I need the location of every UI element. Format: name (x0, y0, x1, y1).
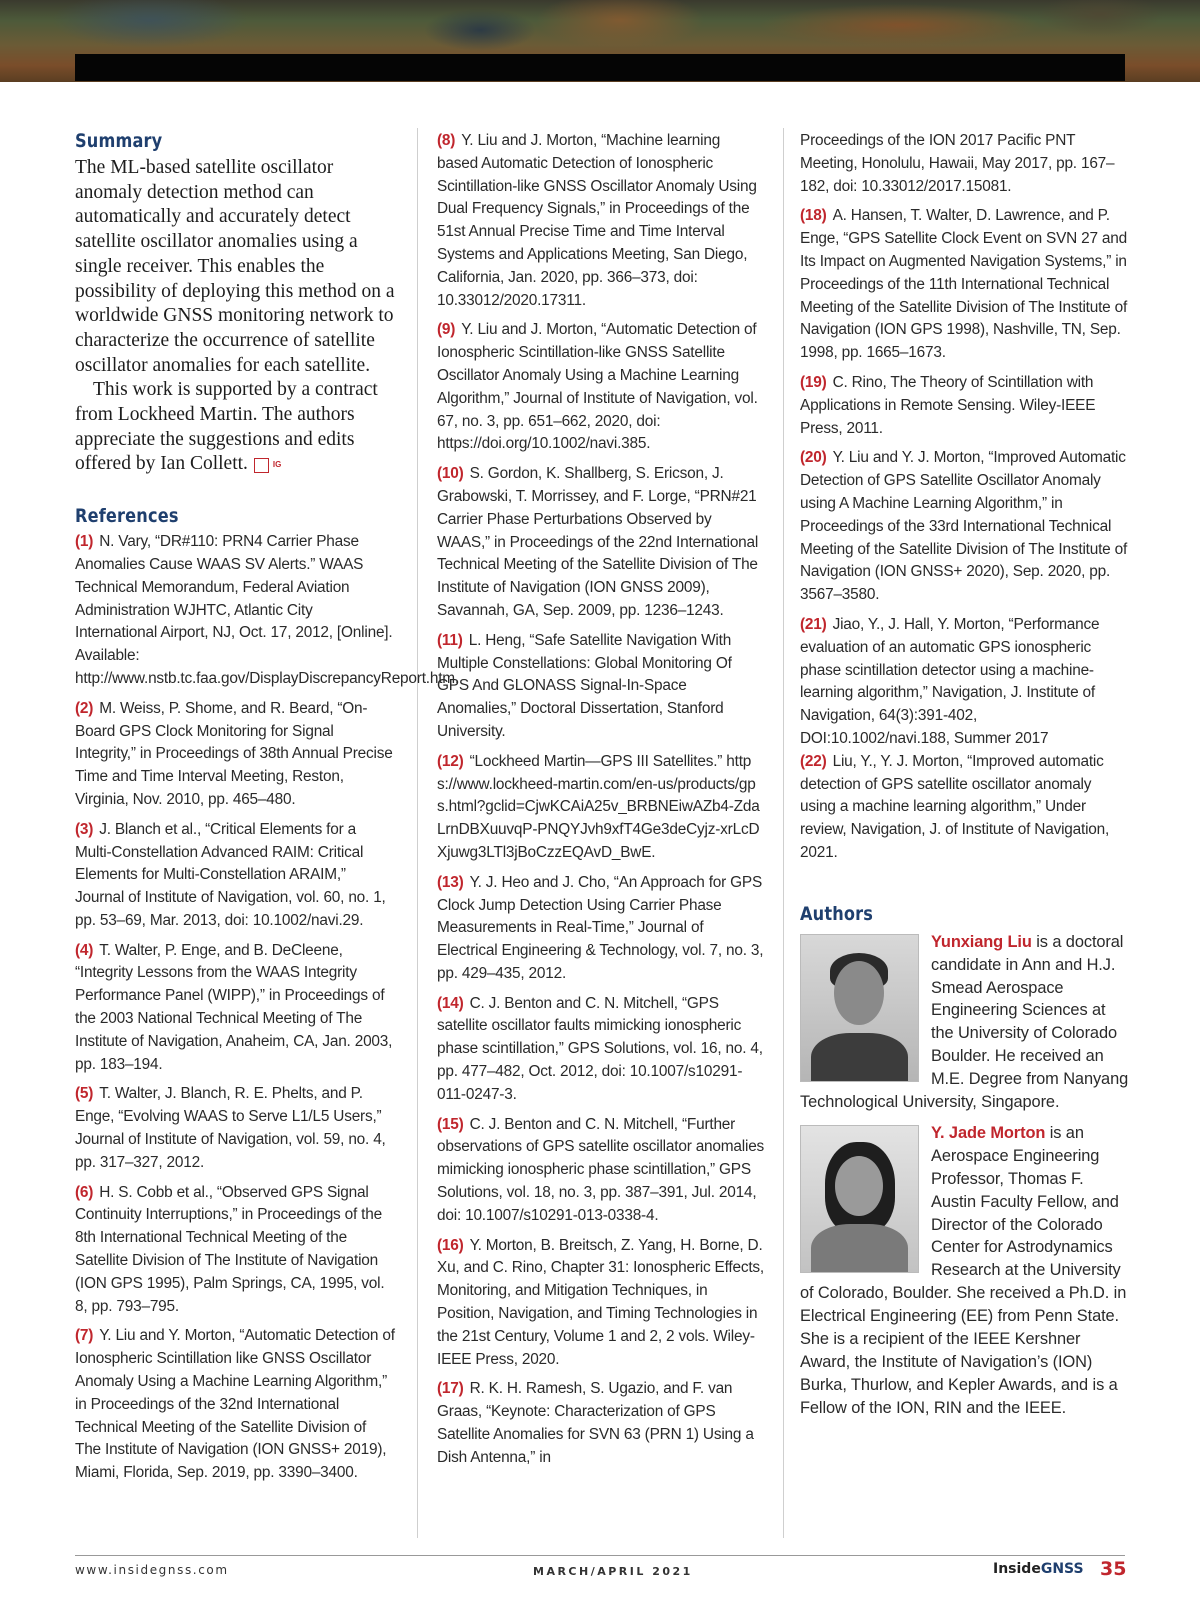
reference-item: (14) C. J. Benton and C. N. Mitchell, “GPS satellite oscillator faults mimicking ionospheric phase scintillation,” GPS Solutions, vol. 16, no. 4, pp. 477–482, Oct. 2012, doi: 10.1007/s10291-011-0247-3. (437, 994, 763, 1103)
reference-item: (16) Y. Morton, B. Breitsch, Z. Yang, H. Borne, D. Xu, and C. Rino, Chapter 31: Ionospheric Effects, Monitoring, and Mitigation Techniques, in Position, Navigation, and Timing Technologies in the 21st Century, Volume 1 and 2, 2 vols. Wiley-IEEE Press, 2020. (437, 1236, 764, 1368)
author-photo-liu (800, 934, 919, 1082)
column-divider (417, 128, 418, 1538)
reference-item: (15) C. J. Benton and C. N. Mitchell, “Further observations of GPS satellite oscillator anomalies mimicking ionospheric phase scintillation,” GPS Solutions, vol. 18, no. 3, pp. 387–391, Jul. 2014, doi: 10.1007/s10291-013-0338-4. (437, 1115, 765, 1224)
footer-issue-date: MARCH/APRIL 2021 (533, 1565, 693, 1578)
author-bio-liu: Yunxiang Liu is a doctoral candidate in Ann and H.J. Smead Aerospace Engineering Sciences at the University of Colorado Boulder. He received an M.E. Degree from Nanyang Technological University, Singapore. (800, 932, 1129, 1112)
reference-item: (7) Y. Liu and Y. Morton, “Automatic Detection of Ionospheric Scintillation like GNSS Oscillator Anomaly Using a Machine Learning Algorithm,” in Proceedings of the 32nd International Technical Meeting of the Satellite Division of The Institute of Navigation (ION GNSS+ 2019), Miami, Florida, Sep. 2019, pp. 3390–3400. (75, 1327, 395, 1482)
reference-item: (10) S. Gordon, K. Shallberg, S. Ericson, J. Grabowski, T. Morrissey, and F. Lorge, “PRN#21 Carrier Phase Perturbations Observed by WAAS,” in Proceedings of the 22nd International Technical Meeting of the Satellite Division of The Institute of Navigation (ION GNSS 2009), Savannah, GA, Sep. 2009, pp. 1236–1243. (437, 465, 759, 619)
author-photo-morton (800, 1125, 919, 1273)
references-list-col1 (75, 531, 459, 1485)
reference-item: (11) L. Heng, “Safe Satellite Navigation With Multiple Constellations: Global Monitoring Of GPS And GLONASS Signal-In-Space Anomalies,” Doctoral Dissertation, Stanford University. (437, 631, 732, 740)
acknowledgment-text: This work is supported by a contract from Lockheed Martin. The authors appreciate the suggestions and edits offered by Ian Collett. (75, 379, 378, 475)
reference-item: (19) C. Rino, The Theory of Scintillation with Applications in Remote Sensing. Wiley-IEEE Press, 2011. (800, 373, 1096, 437)
reference-item: (1) N. Vary, “DR#110: PRN4 Carrier Phase Anomalies Cause WAAS SV Alerts.” WAAS Technical Memorandum, Federal Aviation Administration WJHTC, Atlantic City International Airport, NJ, Oct. 17, 2012, [Online]. Available: http://www.nstb.tc.faa.gov/DisplayDiscrepancyReport.htm. (75, 533, 459, 687)
page-number: 35 (1100, 1558, 1127, 1580)
reference-item: (12) “Lockheed Martin—GPS III Satellites.” https://www.lockheed-martin.com/en-us/products/gps.html?gclid=CjwKCAiA25v_BRBNEiwAZb4-ZdaLrnDBXuuvqP-PNQYJvh9xfT4Ge3deCyjz-xrLcDXjuwg3LTl3jBoCzzEQAvD_BwE. (437, 752, 760, 861)
reference-item: (8) Y. Liu and J. Morton, “Machine learning based Automatic Detection of Ionospheric Scintillation-like GNSS Oscillator Anomaly Using Dual Frequency Signals,” in Proceedings of the 51st Annual Precise Time and Time Interval Systems and Applications Meeting, San Diego, California, Jan. 2020, pp. 366–373, doi: 10.33012/2020.17311. (437, 132, 757, 309)
reference-item: (9) Y. Liu and J. Morton, “Automatic Detection of Ionospheric Scintillation-like GNSS Satellite Oscillator Anomaly Using a Machine Learning Algorithm,” Journal of Institute of Navigation, vol. 67, no. 3, pp. 651–662, 2020, doi: https://doi.org/10.1002/navi.385. (437, 321, 758, 453)
reference-item: (3) J. Blanch et al., “Critical Elements for a Multi-Constellation Advanced RAIM: Critical Elements for Multi-Constellation ARAIM,” Journal of Institute of Navigation, vol. 60, no. 1, pp. 53–69, Mar. 2013, doi: 10.1002/navi.29. (75, 820, 386, 929)
footer-url[interactable]: www.insidegnss.com (75, 1563, 229, 1577)
reference-item: (21) Jiao, Y., J. Hall, Y. Morton, “Performance evaluation of an automatic GPS ionospheric phase scintillation detector using a machine-learning algorithm,” Navigation, J. Institute of Navigation, 64(3):391-402, DOI:10.1002/navi.188, Summer 2017 (800, 615, 1100, 747)
header-black-bar (75, 54, 1125, 81)
authors-heading: Authors (800, 902, 874, 925)
acknowledgment-paragraph (75, 378, 395, 477)
end-mark-icon: IG (254, 458, 269, 473)
reference-item: (13) Y. J. Heo and J. Cho, “An Approach for GPS Clock Jump Detection Using Carrier Phase Measurements in Real-Time,” Journal of Electrical Engineering & Technology, vol. 7, no. 3, pp. 429–435, 2012. (437, 873, 764, 982)
summary-body (75, 156, 395, 477)
references-heading: References (75, 505, 179, 528)
footer-magazine-name: InsideGNSS (993, 1561, 1084, 1577)
summary-heading: Summary (75, 130, 163, 152)
reference-item: (2) M. Weiss, P. Shome, and R. Beard, “On-Board GPS Clock Monitoring for Signal Integrity,” in Proceedings of 38th Annual Precise Time and Time Interval Meeting, Reston, Virginia, Nov. 2010, pp. 465–480. (75, 699, 393, 808)
summary-paragraph: The ML-based satellite oscillator anomaly detection method can automatically and accurately detect satellite oscillator anomalies using a single receiver. This enables the possibility of deploying this method on a worldwide GNSS monitoring network to characterize the occurrence of satellite oscillator anomalies for each satellite. (75, 157, 395, 376)
column-divider (783, 128, 784, 1538)
reference-item: (22) Liu, Y., Y. J. Morton, “Improved automatic detection of GPS satellite oscillator anomaly using a machine learning algorithm,” Under review, Navigation, J. of Institute of Navigation, 2021. (800, 752, 1110, 861)
column-1 (75, 130, 459, 1492)
column-3 (800, 130, 1130, 1420)
reference-item: (6) H. S. Cobb et al., “Observed GPS Signal Continuity Interruptions,” in Proceedings of the 8th International Technical Meeting of the Satellite Division of The Institute of Navigation (ION GPS 1995), Palm Springs, CA, 1995, vol. 8, pp. 793–795. (75, 1183, 385, 1315)
reference-item-continued: Proceedings of the ION 2017 Pacific PNT Meeting, Honolulu, Hawaii, May 2017, pp. 167–182, doi: 10.33012/2017.15081. (800, 132, 1115, 195)
reference-item: (18) A. Hansen, T. Walter, D. Lawrence, and P. Enge, “GPS Satellite Clock Event on SVN 27 and Its Impact on Augmented Navigation Systems,” in Proceedings of the 11th International Technical Meeting of the Satellite Division of The Institute of Navigation (ION GPS 1998), Nashville, TN, Sep. 1998, pp. 1665–1673. (800, 207, 1128, 362)
reference-item: (5) T. Walter, J. Blanch, R. E. Phelts, and P. Enge, “Evolving WAAS to Serve L1/L5 Users,” Journal of Institute of Navigation, vol. 59, no. 4, pp. 317–327, 2012. (75, 1085, 386, 1171)
author-bio-morton: Y. Jade Morton is an Aerospace Engineering Professor, Thomas F. Austin Faculty Fellow, and Director of the Colorado Center for Astrodynamics Research at the University of Colorado, Boulder. She received a Ph.D. in Electrical Engineering (EE) from Penn State. She is a recipient of the IEEE Kershner Award, the Institute of Navigation’s (ION) Burka, Thurlow, and Kepler Awards, and is a Fellow of the ION, RIN and the IEEE. (800, 1123, 1127, 1417)
footer-rule (75, 1555, 1125, 1556)
column-2 (437, 130, 765, 1477)
reference-item: (20) Y. Liu and Y. J. Morton, “Improved Automatic Detection of GPS Satellite Oscillator Anomaly using A Machine Learning Algorithm,” in Proceedings of the 33rd International Technical Meeting of the Satellite Division of The Institute of Navigation (ION GNSS+ 2020), Sep. 2020, pp. 3567–3580. (800, 449, 1128, 604)
reference-item: (4) T. Walter, P. Enge, and B. DeCleene, “Integrity Lessons from the WAAS Integrity Performance Panel (WIPP),” in Proceedings of the 2003 National Technical Meeting of The Institute of Navigation, Anaheim, CA, Jan. 2003, pp. 183–194. (75, 941, 393, 1073)
reference-item: (17) R. K. H. Ramesh, S. Ugazio, and F. van Graas, “Keynote: Characterization of GPS Satellite Anomalies for SVN 63 (PRN 1) Using a Dish Antenna,” in (437, 1380, 754, 1466)
